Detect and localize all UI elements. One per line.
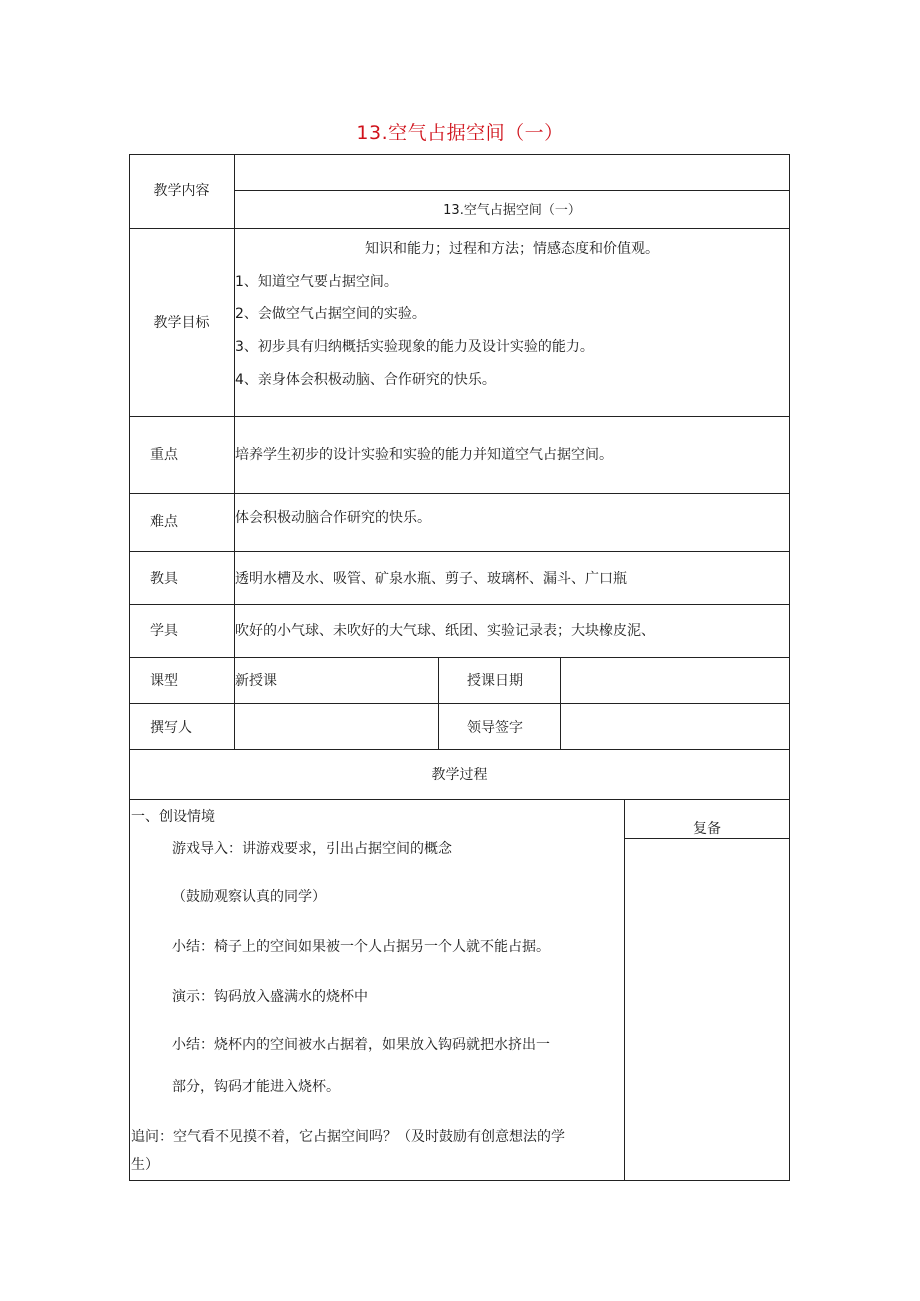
objective-item: 4、亲身体会积极动脑、合作研究的快乐。 [235, 372, 496, 388]
objective-item: 3、初步具有归纳概括实验现象的能力及设计实验的能力。 [235, 339, 594, 355]
content-row-split [234, 190, 790, 191]
leader-sign-label: 领导签字 [467, 720, 523, 736]
process-line: 小结：烧杯内的空间被水占据着，如果放入钩码就把水挤出一 [172, 1037, 550, 1053]
row-divider [129, 493, 790, 494]
objective-item: 1、知道空气要占据空间。 [235, 274, 398, 290]
lesson-date-label: 授课日期 [467, 673, 523, 689]
process-line: 追问：空气看不见摸不着，它占据空间吗？（及时鼓励有创意想法的学 [131, 1129, 565, 1145]
content-value: 13.空气占据空间（一） [443, 203, 581, 218]
difficulty-value: 体会积极动脑合作研究的快乐。 [235, 510, 431, 526]
process-line: 小结：椅子上的空间如果被一个人占据另一个人就不能占据。 [172, 939, 550, 955]
row-divider [129, 604, 790, 605]
content-label: 教学内容 [153, 183, 210, 199]
process-line: 游戏导入：讲游戏要求，引出占据空间的概念 [172, 841, 452, 857]
row-divider [129, 703, 790, 704]
page-title: 13.空气占据空间（一） [356, 122, 564, 144]
lesson-type-value: 新授课 [235, 673, 277, 689]
process-line: 生） [131, 1157, 159, 1173]
learning-tools-value: 吹好的小气球、未吹好的大气球、纸团、实验记录表；大块橡皮泥、 [235, 623, 655, 639]
process-line: （鼓励观察认真的同学） [172, 889, 326, 905]
row-divider [129, 416, 790, 417]
process-line: 一、创设情境 [131, 809, 215, 825]
review-header-divider [624, 838, 790, 839]
row-divider [129, 228, 790, 229]
objective-item: 2、会做空气占据空间的实验。 [235, 306, 426, 322]
date-label-divider [438, 657, 439, 750]
objectives-label: 教学目标 [153, 315, 210, 331]
process-header-divider [129, 799, 790, 800]
teaching-tools-label: 教具 [150, 571, 178, 587]
lesson-type-label: 课型 [150, 673, 178, 689]
process-line: 演示：钩码放入盛满水的烧杯中 [172, 989, 368, 1005]
row-divider [129, 551, 790, 552]
key-point-value: 培养学生初步的设计实验和实验的能力并知道空气占据空间。 [235, 447, 613, 463]
process-line: 部分，钩码才能进入烧杯。 [172, 1079, 340, 1095]
process-header: 教学过程 [431, 767, 488, 783]
objectives-header: 知识和能力；过程和方法；情感态度和价值观。 [365, 241, 659, 257]
teaching-tools-value: 透明水槽及水、吸管、矿泉水瓶、剪子、玻璃杯、漏斗、广口瓶 [235, 571, 627, 587]
teaching-process-table [129, 749, 790, 1181]
key-point-label: 重点 [150, 447, 178, 463]
difficulty-label: 难点 [150, 514, 178, 530]
review-column-divider [624, 799, 625, 1181]
review-label: 复备 [693, 821, 721, 837]
learning-tools-label: 学具 [150, 623, 178, 639]
date-value-divider [560, 657, 561, 750]
author-label: 撰写人 [150, 720, 192, 736]
row-divider [129, 657, 790, 658]
